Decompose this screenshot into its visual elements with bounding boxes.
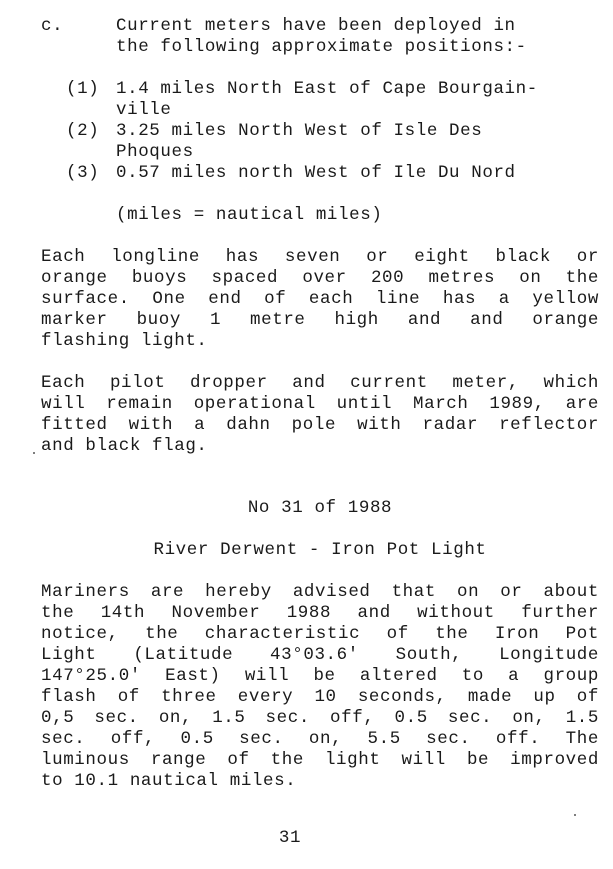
list-item-number: (1) (66, 79, 100, 99)
paragraph-dropper (41, 373, 599, 457)
paragraph-line: notice, the characteristic of the Iron Pot (41, 624, 599, 644)
paragraph-notice (41, 582, 599, 792)
scan-speck (33, 452, 35, 454)
scan-speck (574, 814, 576, 816)
miles-note: (miles = nautical miles) (116, 205, 383, 225)
paragraph-line: Light (Latitude 43°03.6' South, Longitude (41, 645, 599, 665)
paragraph-line: surface. One end of each line has a yellow (41, 289, 599, 309)
paragraph-longline (41, 247, 599, 352)
section-c-marker: c. (41, 16, 64, 36)
paragraph-line: to 10.1 nautical miles. (41, 771, 297, 791)
intro-line: the following approximate positions:- (116, 37, 527, 57)
paragraph-line: luminous range of the light will be improved (41, 750, 599, 770)
paragraph-line: Each longline has seven or eight black or (41, 247, 599, 267)
paragraph-line: Mariners are hereby advised that on or about (41, 582, 599, 602)
paragraph-line: flashing light. (41, 331, 208, 351)
section-c-intro (116, 16, 566, 58)
paragraph-line: and black flag. (41, 436, 208, 456)
page-number: 31 (278, 828, 302, 848)
list-item-number: (3) (66, 163, 100, 183)
positions-list (66, 79, 596, 184)
list-item (66, 121, 596, 163)
list-item (66, 79, 596, 121)
list-item-text: ville (116, 100, 172, 120)
paragraph-line: 0,5 sec. on, 1.5 sec. off, 0.5 sec. on, 1.5 (41, 708, 599, 728)
paragraph-line: will remain operational until March 1989, are (41, 394, 599, 414)
list-item-text: 0.57 miles north West of Ile Du Nord (116, 163, 516, 183)
paragraph-line: sec. off, 0.5 sec. on, 5.5 sec. off. The (41, 729, 599, 749)
paragraph-line: marker buoy 1 metre high and and orange (41, 310, 599, 330)
list-item (66, 163, 596, 184)
list-item-text: Phoques (116, 142, 194, 162)
paragraph-line: flash of three every 10 seconds, made up of (41, 687, 599, 707)
paragraph-line: the 14th November 1988 and without further (41, 603, 599, 623)
notice-number: No 31 of 1988 (247, 498, 393, 518)
list-item-text: 1.4 miles North East of Cape Bourgain- (116, 79, 538, 99)
list-item-number: (2) (66, 121, 100, 141)
notice-title: River Derwent - Iron Pot Light (153, 540, 487, 560)
intro-line: Current meters have been deployed in (116, 16, 516, 36)
paragraph-line: orange buoys spaced over 200 metres on the (41, 268, 599, 288)
list-item-text: 3.25 miles North West of Isle Des (116, 121, 483, 141)
paragraph-line: fitted with a dahn pole with radar reflector (41, 415, 599, 435)
paragraph-line: Each pilot dropper and current meter, which (41, 373, 599, 393)
paragraph-line: 147°25.0' East) will be altered to a group (41, 666, 599, 686)
